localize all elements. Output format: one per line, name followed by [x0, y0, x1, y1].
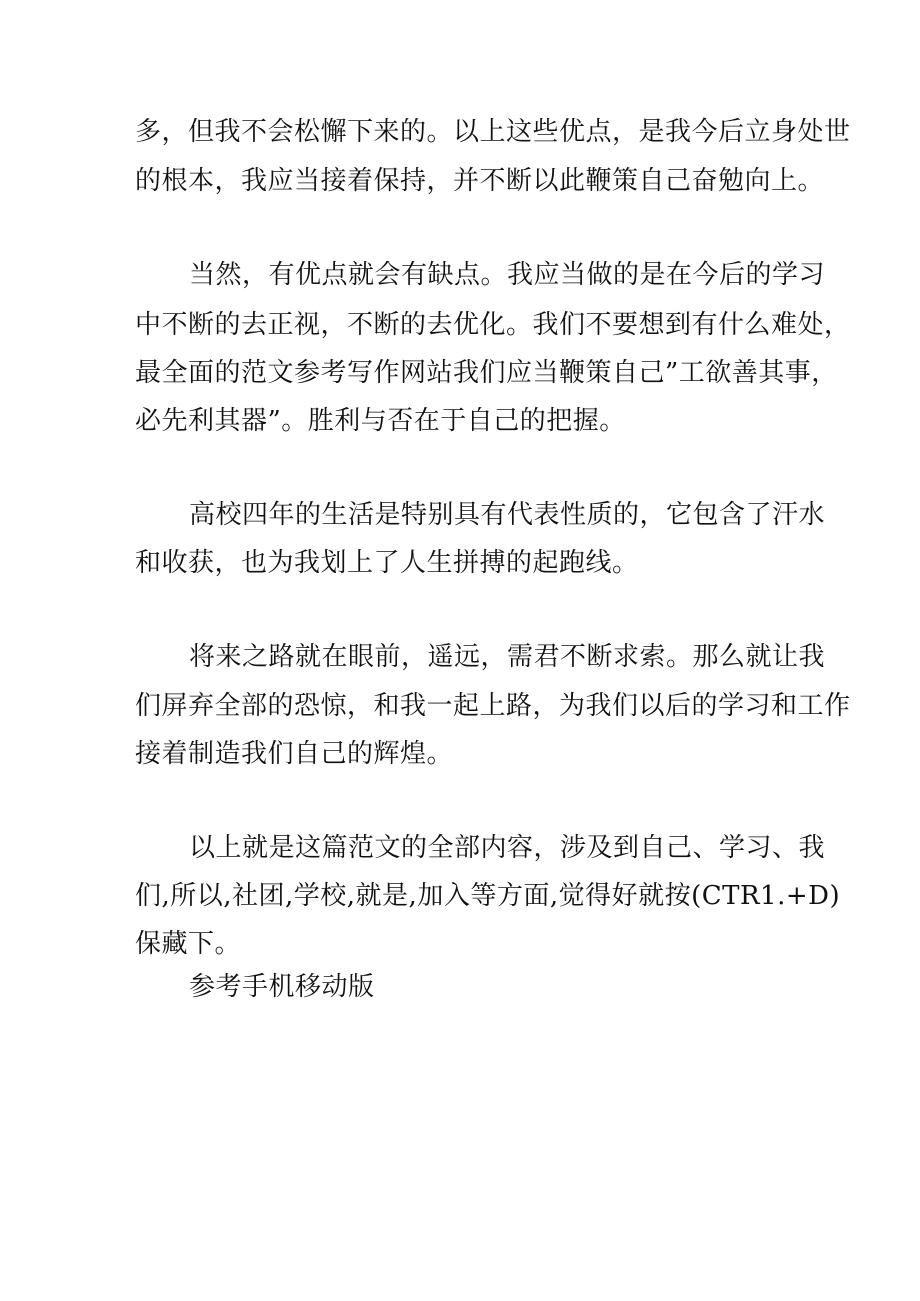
paragraph-line: 以上就是这篇范文的全部内容，涉及到自己、学习、我 — [189, 833, 826, 863]
paragraph-line: 当然，有优点就会有缺点。我应当做的是在今后的学习 — [189, 260, 826, 290]
paragraph-line: 的根本，我应当接着保持，并不断以此鞭策自己奋勉向上。 — [135, 166, 825, 196]
paragraph-line: 最全面的范文参考写作网站我们应当鞭策自己”工欲善其事， — [135, 358, 838, 388]
paragraph-line: 必先利其器”。胜利与否在于自己的把握。 — [135, 406, 626, 436]
paragraph-line: 们,所以,社团,学校,就是,加入等方面,觉得好就按(CTR1.+D) — [135, 881, 841, 911]
paragraph-line: 们屏弃全部的恐惊，和我一起上路，为我们以后的学习和工作 — [135, 691, 851, 721]
paragraph-line: 和收获，也为我划上了人生拼搏的起跑线。 — [135, 548, 639, 578]
paragraph-line: 多，但我不会松懈下来的。以上这些优点，是我今后立身处世 — [135, 117, 851, 147]
paragraph-line: 保藏下。 — [135, 929, 242, 959]
footer-note: 参考手机移动版 — [189, 972, 375, 1002]
paragraph-line: 接着制造我们自己的辉煌。 — [135, 739, 454, 769]
paragraph-line: 将来之路就在眼前，遥远，需君不断求索。那么就让我 — [189, 642, 826, 672]
paragraph-line: 高校四年的生活是特别具有代表性质的，它包含了汗水 — [189, 500, 826, 530]
paragraph-line: 中不断的去正视，不断的去优化。我们不要想到有什么难处， — [135, 310, 851, 340]
